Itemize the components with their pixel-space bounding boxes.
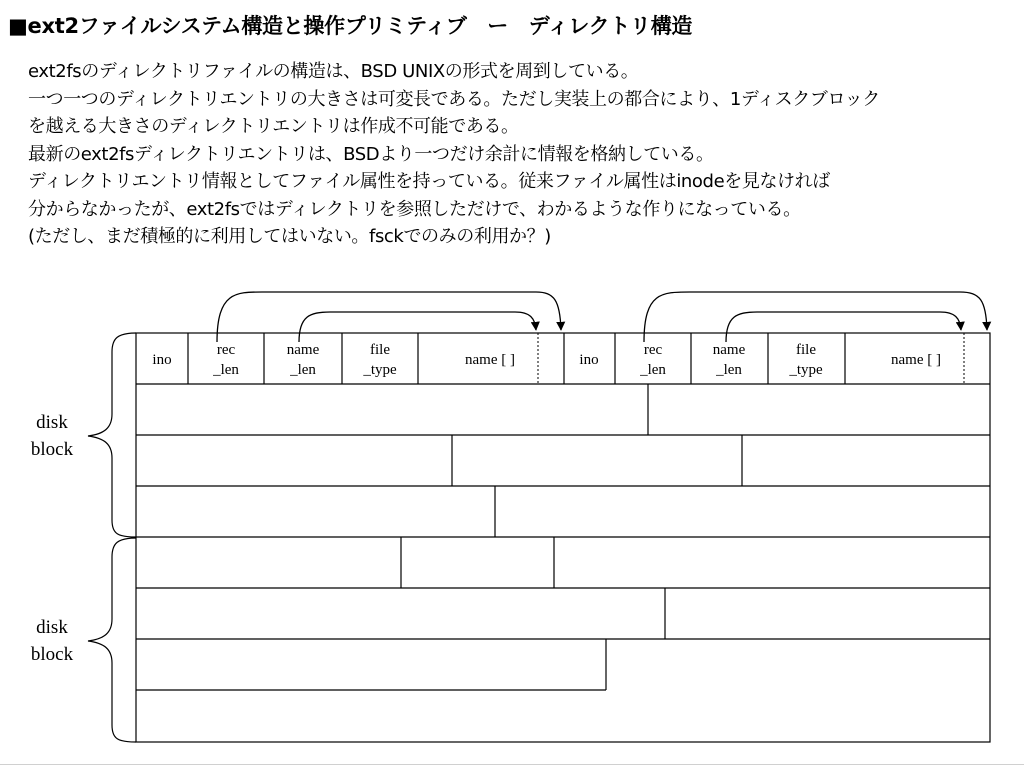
field-file-type: file [796,342,816,358]
field-file-type: file [370,342,390,358]
field-rec-len: _len [640,362,666,378]
entry-2-fields [579,342,941,378]
field-rec-len: rec [643,342,663,358]
entry-field-dividers [188,333,845,384]
paragraph-line: 一つ一つのディレクトリエントリの大きさは可変長である。ただし実装上の都合により、1ディスクブロック [28,88,880,110]
field-name: name [ ] [465,352,515,368]
field-name-len: name [712,342,746,358]
field-name-len: _len [716,362,742,378]
paragraph-line: ext2fsのディレクトリファイルの構造は、BSD UNIXの形式を周到している。 [28,61,639,82]
rec-len-arrow [217,292,561,342]
paragraph-line: を越える大きさのディレクトリエントリは作成不可能である。 [28,116,519,137]
field-file-type: _type [363,362,397,378]
row-lines [136,384,990,690]
name-len-arrow [726,312,961,342]
field-name-len: name [286,342,320,358]
field-name: name [ ] [891,352,941,368]
rec-len-arrow [644,292,987,342]
page-title: ■ext2ファイルシステム構造と操作プリミティブ ー ディレクトリ構造 [8,14,693,38]
paragraph-line: 分からなかったが、ext2fsではディレクトリを参照しただけで、わかるような作りになっている。 [28,198,801,220]
paragraph-line: 最新のext2fsディレクトリエントリは、BSDより一つだけ余計に情報を格納している。 [28,143,714,165]
disk-block-label: block [30,439,74,460]
paragraph-line: (ただし、まだ積極的に利用してはいない。fsckでのみの利用か？) [28,226,551,247]
pointer-arrows [217,292,987,342]
field-name-len: _len [290,362,316,378]
entry-1-fields [152,342,515,378]
bottom-divider [0,764,1024,765]
field-ino: ino [579,352,599,368]
brace-icon [88,333,136,742]
field-file-type: _type [789,362,823,378]
disk-block-label: disk [36,617,68,638]
disk-block-label: disk [36,412,68,433]
disk-block-label: block [30,644,74,665]
field-rec-len: _len [213,362,239,378]
field-ino: ino [152,352,172,368]
disk-block-labels [31,412,74,665]
field-rec-len: rec [216,342,236,358]
paragraph-line: ディレクトリエントリ情報としてファイル属性を持っている。従来ファイル属性はinodeを見なければ [28,171,830,192]
